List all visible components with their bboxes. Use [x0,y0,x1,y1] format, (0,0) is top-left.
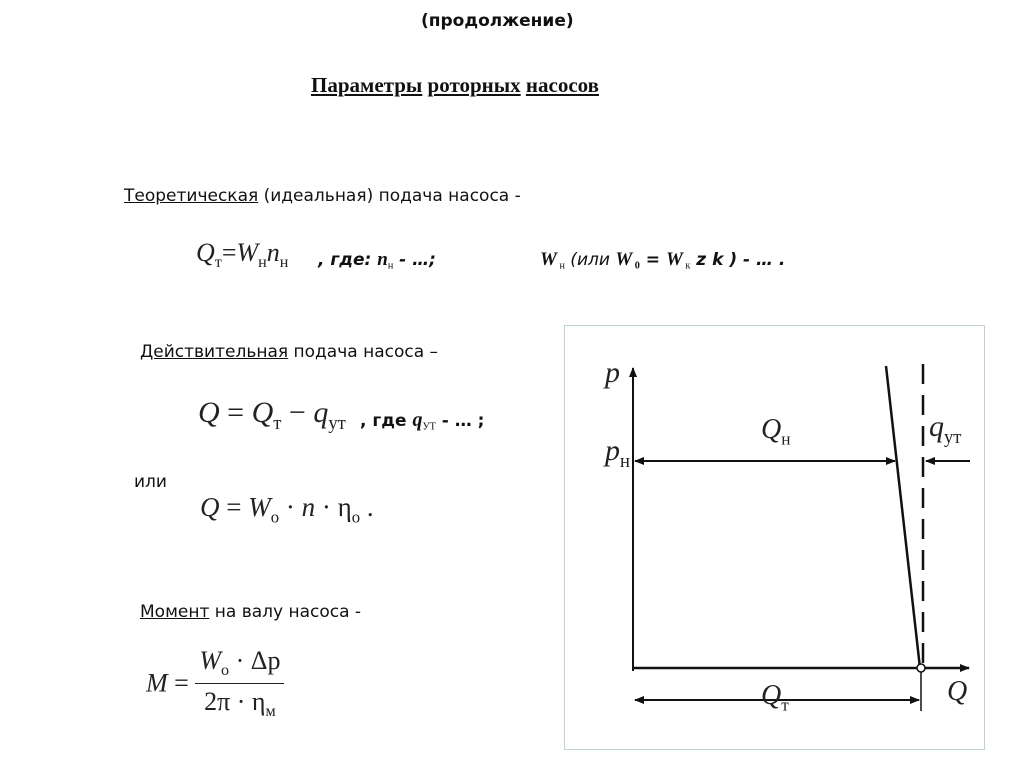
q-sub: УТ [422,421,436,433]
n-desc: - …; [393,250,436,270]
w0-symbol: W [615,249,633,270]
section3-heading [140,602,361,622]
w0-sub: 0 [632,260,640,272]
actual-flow-formula-2: $Q = W_о \cdot n \cdot \eta_о$ . [200,492,374,527]
pn-label: $p_н$ [605,434,630,472]
continuation-label: (продолжение) [421,11,574,31]
torque-fraction: $\frac{W_о \cdot \Delta p}{2\pi \cdot \eta_м}$ [195,646,284,721]
q-symbol: q [412,409,423,431]
section1-heading [124,186,521,206]
actual-flow-formula: $Q = Q_т - q_{ут}$ [198,396,346,434]
section1-where [318,249,436,272]
qut-label: $q_{ут}$ [929,410,962,448]
where-label-2: , где [360,411,413,431]
section2-heading-rest: подача насоса – [288,342,439,362]
w-paren: (или [564,250,616,270]
ili-label: или [134,472,167,492]
n-sub: н [387,260,394,272]
theoretical-flow-formula: $Q_т=W_нn_н$ [196,238,289,272]
page-title [311,73,599,98]
torque-formula: M = $\frac{W_о \cdot \Delta p}{2\pi \cdot \eta_м}$ [146,646,284,721]
n-symbol: n [377,249,388,270]
qn-label: $Q_н$ [761,414,791,449]
axis-p-label: p [605,356,620,389]
eq-text: = [639,250,666,270]
q-desc: - … ; [435,411,485,431]
w-symbol: W [540,249,557,270]
axis-q-label: Q [947,676,968,707]
zk-text: z k ) - … . [690,250,786,270]
section1-heading-underlined: Теоретическая [124,186,259,206]
wk-symbol: W [665,249,683,270]
title-word-3: насосов [525,73,599,97]
pump-characteristic-diagram [564,325,985,750]
characteristic-end-point [917,664,925,672]
where-label: , где: [318,250,378,270]
title-word-2: роторных [427,73,521,97]
section2-heading [140,342,438,362]
pump-characteristic-line [886,366,920,668]
section2-heading-underlined: Действительная [140,342,289,362]
wk-sub: к [682,260,691,272]
section3-heading-underlined: Момент [140,602,210,622]
w-sub: н [556,260,565,272]
section1-formula-line [196,238,288,272]
section3-heading-rest: на валу насоса - [209,602,362,622]
title-word-1: Параметры [311,73,423,97]
section1-w-definition [540,249,785,272]
section2-where [360,409,484,433]
qt-label: $Q_т$ [761,680,789,715]
section1-heading-rest: (идеальная) подача насоса - [258,186,521,206]
